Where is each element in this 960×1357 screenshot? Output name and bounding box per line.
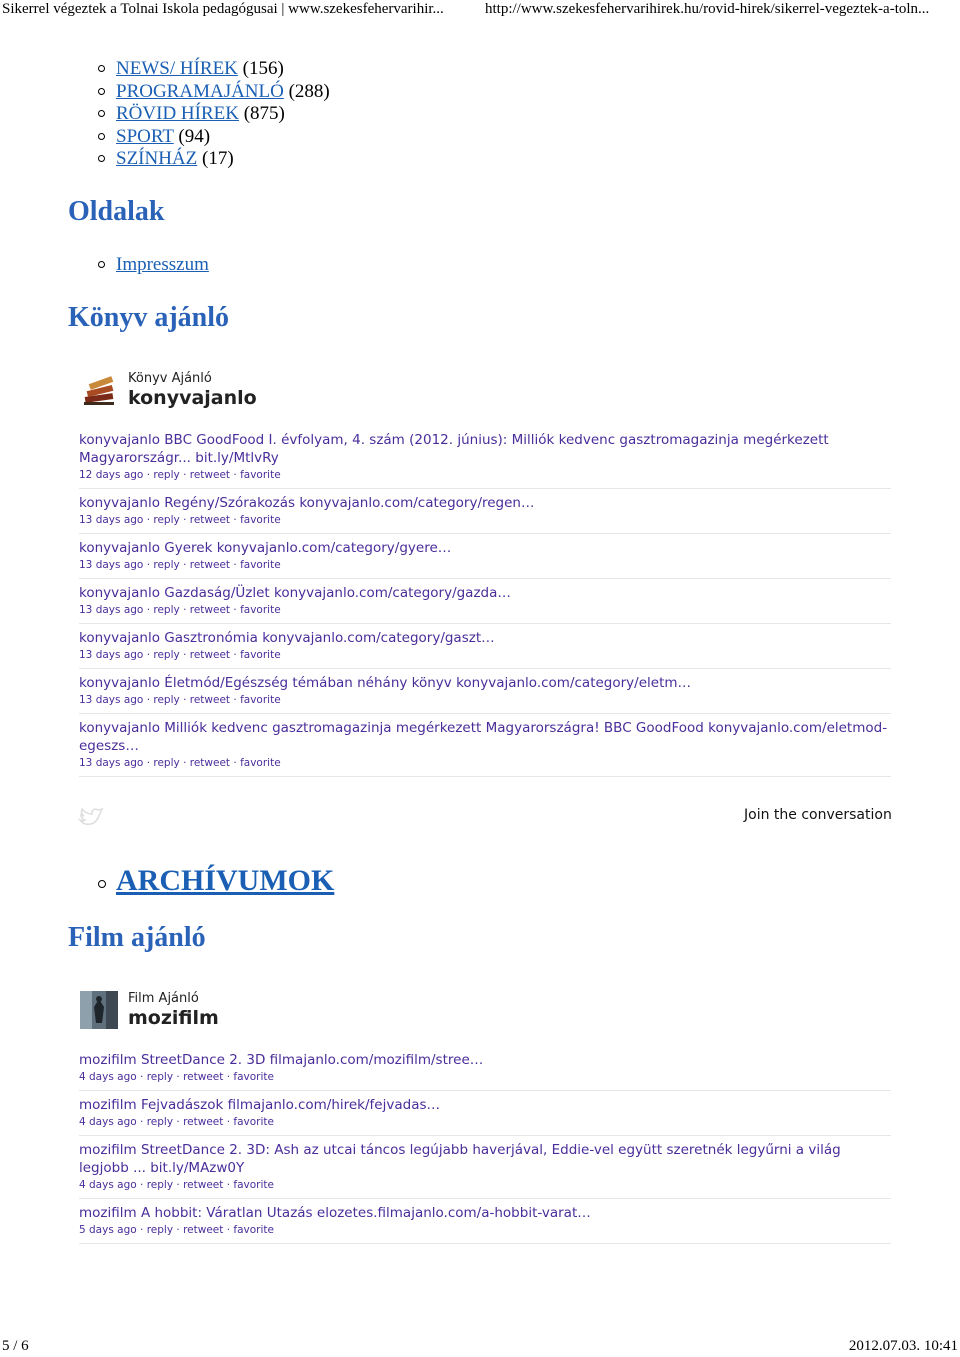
retweet-link[interactable]: retweet bbox=[183, 1179, 224, 1191]
books-avatar-icon bbox=[80, 371, 118, 409]
favorite-link[interactable]: favorite bbox=[240, 469, 281, 481]
reply-link[interactable]: reply bbox=[153, 604, 180, 616]
print-datetime: 2012.07.03. 10:41 bbox=[848, 1338, 958, 1354]
favorite-link[interactable]: favorite bbox=[240, 514, 281, 526]
category-count: (17) bbox=[202, 148, 234, 169]
category-count: (94) bbox=[178, 125, 211, 147]
favorite-link[interactable]: favorite bbox=[240, 694, 281, 706]
favorite-link[interactable]: favorite bbox=[233, 1224, 274, 1236]
widget-username[interactable]: konyvajanlo bbox=[128, 387, 257, 409]
reply-link[interactable]: reply bbox=[153, 514, 180, 526]
retweet-link[interactable]: retweet bbox=[183, 1224, 224, 1236]
movie-avatar-icon bbox=[80, 991, 118, 1029]
tweet-time[interactable]: 4 days ago bbox=[79, 1116, 137, 1128]
tweet: konyvajanlo Életmód/Egészség témában néhány könyv konyvajanlo.com/category/eletm… 13 days ago · reply · retweet · favorite bbox=[79, 669, 891, 714]
category-item bbox=[98, 126, 330, 149]
bullet-icon bbox=[98, 88, 105, 95]
archivumok-link[interactable]: ARCHÍVUMOK bbox=[116, 864, 335, 897]
tweet: konyvajanlo Gyerek konyvajanlo.com/category/gyere… 13 days ago · reply · retweet · favorite bbox=[79, 534, 891, 579]
tweet-time[interactable]: 13 days ago bbox=[79, 649, 144, 661]
favorite-link[interactable]: favorite bbox=[240, 604, 281, 616]
tweet-time[interactable]: 13 days ago bbox=[79, 757, 144, 769]
tweet: konyvajanlo Milliók kedvenc gasztromagazinja megérkezett Magyarországra! BBC GoodFood konyvajanlo.com/eletmod-egeszs… 13 days ago · reply · retweet · favorite bbox=[79, 714, 891, 777]
tweet: konyvajanlo Gasztronómia konyvajanlo.com/category/gaszt… 13 days ago · reply · retweet · favorite bbox=[79, 624, 891, 669]
category-link[interactable]: PROGRAMAJÁNLÓ bbox=[116, 80, 284, 102]
print-header bbox=[0, 0, 960, 20]
retweet-link[interactable]: retweet bbox=[189, 469, 231, 481]
category-count: (288) bbox=[288, 80, 330, 102]
archivumok-item bbox=[98, 864, 334, 898]
tweet-text[interactable]: mozifilm Fejvadászok filmajanlo.com/hirek/fejvadas… bbox=[79, 1097, 440, 1113]
tweet-time[interactable]: 4 days ago bbox=[79, 1071, 137, 1083]
film-heading: Film ajánló bbox=[68, 922, 206, 953]
widget-username[interactable]: mozifilm bbox=[128, 1007, 219, 1029]
bullet-icon bbox=[98, 155, 105, 162]
retweet-link[interactable]: retweet bbox=[189, 757, 231, 769]
favorite-link[interactable]: favorite bbox=[240, 649, 281, 661]
category-list bbox=[98, 58, 330, 171]
bullet-icon bbox=[98, 880, 106, 888]
retweet-link[interactable]: retweet bbox=[189, 559, 231, 571]
favorite-link[interactable]: favorite bbox=[233, 1071, 274, 1083]
bullet-icon bbox=[98, 110, 105, 117]
page-item bbox=[98, 254, 209, 277]
tweet: mozifilm A hobbit: Váratlan Utazás elozetes.filmajanlo.com/a-hobbit-varat… 5 days ago · reply · retweet · favorite bbox=[79, 1199, 891, 1244]
tweet: mozifilm Fejvadászok filmajanlo.com/hirek/fejvadas… 4 days ago · reply · retweet · favorite bbox=[79, 1091, 891, 1136]
tweet-text[interactable]: mozifilm A hobbit: Váratlan Utazás elozetes.filmajanlo.com/a-hobbit-varat… bbox=[79, 1205, 591, 1221]
reply-link[interactable]: reply bbox=[153, 694, 180, 706]
twitter-bird-icon[interactable] bbox=[78, 806, 104, 828]
bullet-icon bbox=[98, 133, 105, 140]
widget-name: Film Ajánló bbox=[128, 991, 199, 1006]
tweet-time[interactable]: 5 days ago bbox=[79, 1224, 137, 1236]
reply-link[interactable]: reply bbox=[153, 559, 180, 571]
category-link[interactable]: RÖVID HÍREK bbox=[116, 103, 239, 124]
retweet-link[interactable]: retweet bbox=[183, 1071, 224, 1083]
reply-link[interactable]: reply bbox=[146, 1179, 174, 1191]
tweet-time[interactable]: 13 days ago bbox=[79, 559, 144, 571]
header-url: http://www.szekesfehervarihirek.hu/rovid-hirek/sikerrel-vegeztek-a-toln... bbox=[485, 1, 930, 17]
pages-list bbox=[98, 254, 209, 277]
category-link[interactable]: SZÍNHÁZ bbox=[116, 148, 198, 169]
widget-name: Könyv Ajánló bbox=[128, 371, 212, 386]
retweet-link[interactable]: retweet bbox=[183, 1116, 224, 1128]
tweet: konyvajanlo Gazdaság/Üzlet konyvajanlo.com/category/gazda… 13 days ago · reply · retweet · favorite bbox=[79, 579, 891, 624]
tweet-time[interactable]: 13 days ago bbox=[79, 514, 144, 526]
tweet-time[interactable]: 4 days ago bbox=[79, 1179, 137, 1191]
join-conversation-link[interactable]: Join the conversation bbox=[744, 807, 892, 823]
retweet-link[interactable]: retweet bbox=[189, 514, 231, 526]
tweet-text[interactable]: konyvajanlo Regény/Szórakozás konyvajanlo.com/category/regen… bbox=[79, 495, 535, 511]
category-link[interactable]: SPORT bbox=[116, 125, 174, 147]
oldalak-heading: Oldalak bbox=[68, 196, 165, 227]
header-title: Sikerrel végeztek a Tolnai Iskola pedagógusai | www.szekesfehervarihir... bbox=[2, 1, 444, 17]
konyv-heading: Könyv ajánló bbox=[68, 302, 230, 333]
reply-link[interactable]: reply bbox=[153, 469, 180, 481]
tweet-text[interactable]: konyvajanlo Gazdaság/Üzlet konyvajanlo.com/category/gazda… bbox=[79, 585, 511, 601]
tweet-text[interactable]: konyvajanlo Gyerek konyvajanlo.com/category/gyere… bbox=[79, 540, 452, 556]
retweet-link[interactable]: retweet bbox=[189, 604, 231, 616]
category-item bbox=[98, 148, 330, 171]
impresszum-link[interactable]: Impresszum bbox=[116, 254, 209, 275]
retweet-link[interactable]: retweet bbox=[189, 694, 231, 706]
category-item bbox=[98, 58, 330, 81]
favorite-link[interactable]: favorite bbox=[240, 559, 281, 571]
favorite-link[interactable]: favorite bbox=[240, 757, 281, 769]
tweet-text[interactable]: mozifilm StreetDance 2. 3D: Ash az utcai táncos legújabb haverjával, Eddie-vel együtt szeretnék legyűrni a világ legjobb ... bit.ly/MAzw0Y bbox=[79, 1142, 841, 1176]
tweet-text[interactable]: mozifilm StreetDance 2. 3D filmajanlo.com/mozifilm/stree… bbox=[79, 1052, 484, 1068]
tweet: konyvajanlo BBC GoodFood I. évfolyam, 4. szám (2012. június): Milliók kedvenc gasztromagazinja megérkezett Magyarországr... bit.ly/MtlvRy 12 days ago · reply · retweet · favorite bbox=[79, 426, 891, 489]
retweet-link[interactable]: retweet bbox=[189, 649, 231, 661]
tweet: konyvajanlo Regény/Szórakozás konyvajanlo.com/category/regen… 13 days ago · reply · retweet · favorite bbox=[79, 489, 891, 534]
tweet-text[interactable]: konyvajanlo Milliók kedvenc gasztromagazinja megérkezett Magyarországra! BBC GoodFood konyvajanlo.com/eletmod-egeszs… bbox=[79, 720, 888, 754]
tweet-time[interactable]: 13 days ago bbox=[79, 604, 144, 616]
tweet: mozifilm StreetDance 2. 3D: Ash az utcai táncos legújabb haverjával, Eddie-vel együtt szeretnék legyűrni a világ legjobb ... bit.ly/MAzw0Y 4 days ago · reply · retweet · favorite bbox=[79, 1136, 891, 1199]
tweet: mozifilm StreetDance 2. 3D filmajanlo.com/mozifilm/stree… 4 days ago · reply · retweet · favorite bbox=[79, 1046, 891, 1091]
reply-link[interactable]: reply bbox=[153, 757, 180, 769]
konyv-tweet-list bbox=[79, 426, 891, 777]
tweet-time[interactable]: 12 days ago bbox=[79, 469, 144, 481]
category-item bbox=[98, 81, 330, 104]
tweet-text[interactable]: konyvajanlo BBC GoodFood I. évfolyam, 4. szám (2012. június): Milliók kedvenc gasztromagazinja megérkezett Magyarországr... bit.ly/MtlvRy bbox=[79, 432, 829, 466]
tweet-text[interactable]: konyvajanlo Életmód/Egészség témában néhány könyv konyvajanlo.com/category/eletm… bbox=[79, 675, 692, 691]
category-item bbox=[98, 103, 330, 126]
tweet-time[interactable]: 13 days ago bbox=[79, 694, 144, 706]
favorite-link[interactable]: favorite bbox=[233, 1116, 274, 1128]
bullet-icon bbox=[98, 65, 105, 72]
reply-link[interactable]: reply bbox=[146, 1116, 174, 1128]
tweet-text[interactable]: konyvajanlo Gasztronómia konyvajanlo.com/category/gaszt… bbox=[79, 630, 495, 646]
category-count: (875) bbox=[243, 103, 285, 124]
film-tweet-list bbox=[79, 1046, 891, 1244]
reply-link[interactable]: reply bbox=[153, 649, 180, 661]
category-count: (156) bbox=[242, 58, 284, 79]
category-link[interactable]: NEWS/ HÍREK bbox=[116, 58, 238, 79]
reply-link[interactable]: reply bbox=[146, 1224, 174, 1236]
favorite-link[interactable]: favorite bbox=[233, 1179, 274, 1191]
reply-link[interactable]: reply bbox=[146, 1071, 174, 1083]
page-number: 5 / 6 bbox=[2, 1338, 29, 1354]
bullet-icon bbox=[98, 261, 105, 268]
